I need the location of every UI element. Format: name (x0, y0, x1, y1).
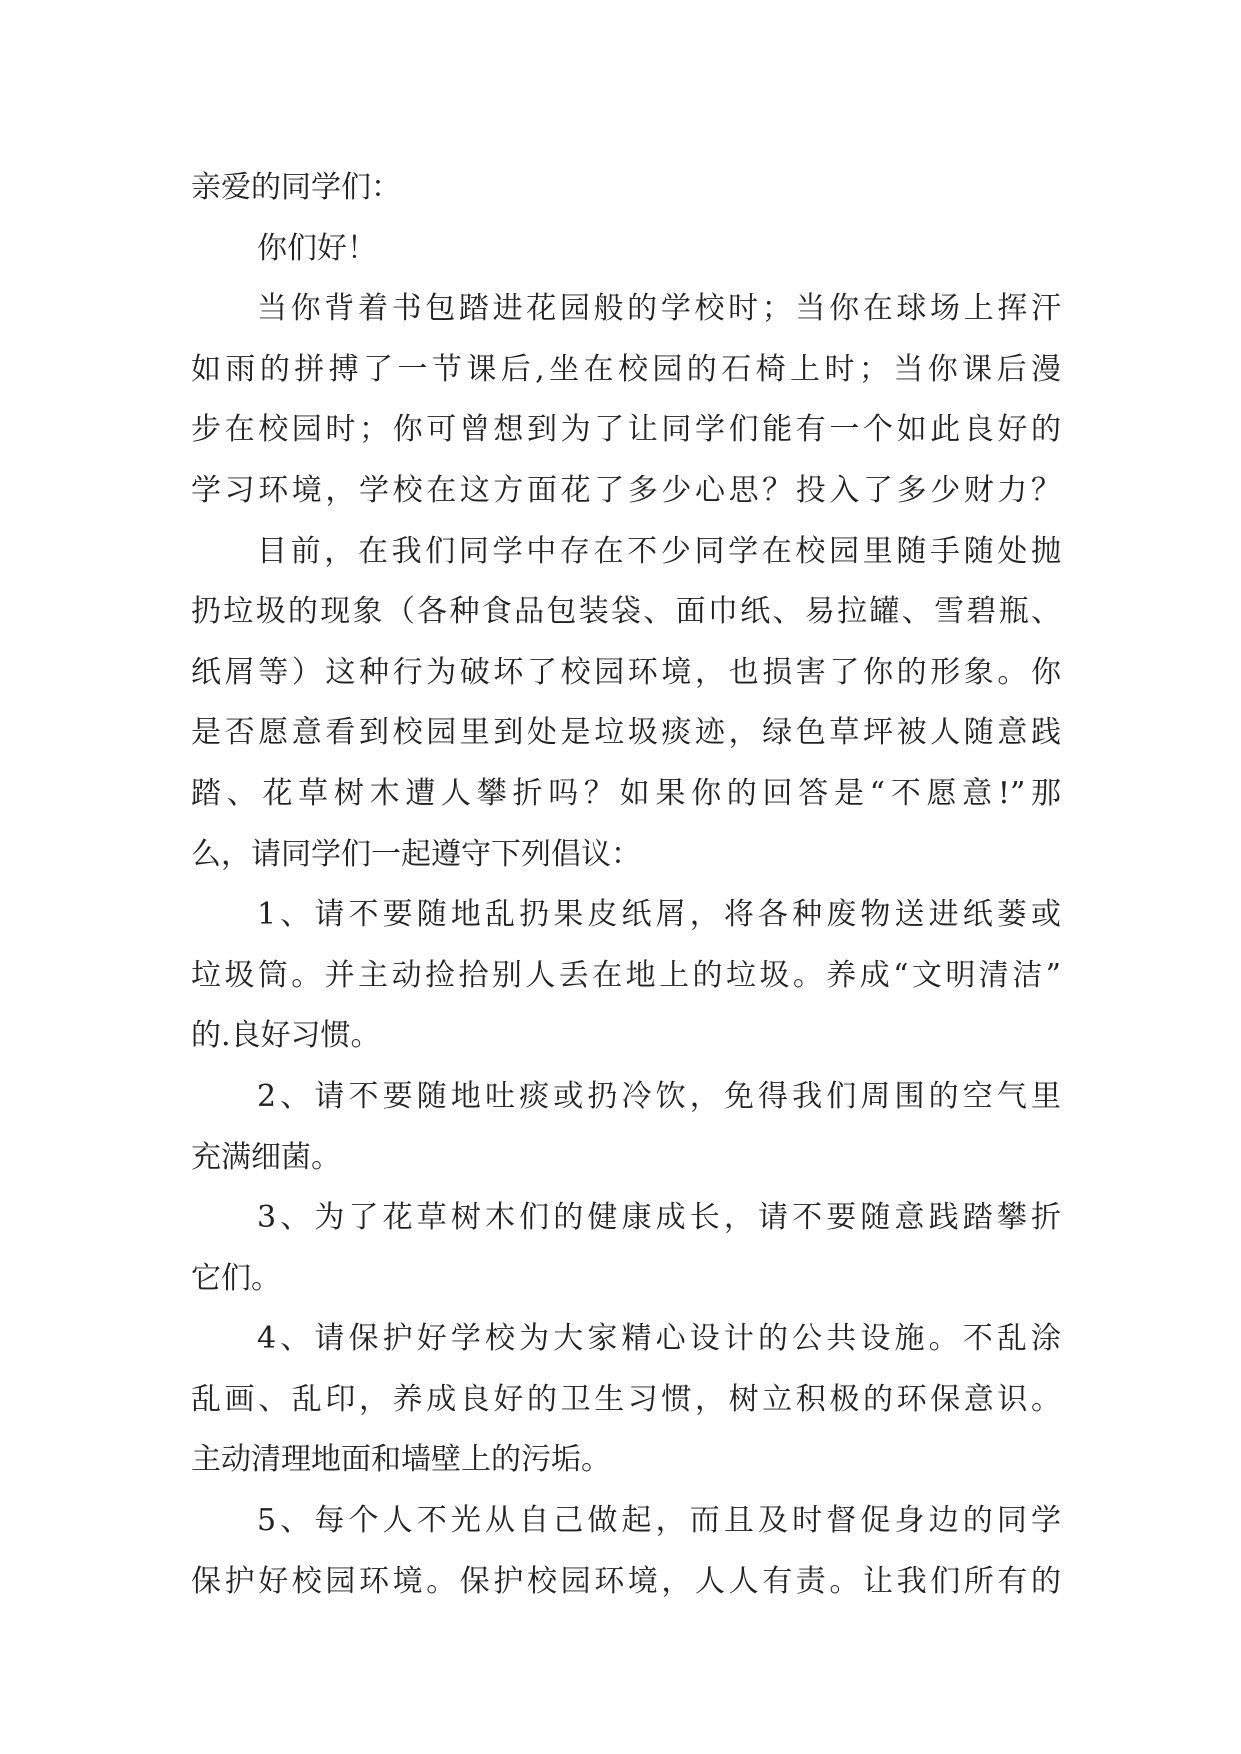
paragraph-line: 目前，在我们同学中存在不少同学在校园里随手随处抛 (257, 533, 1061, 569)
paragraph-line: 学习环境，学校在这方面花了多少心思？投入了多少财力？ (191, 472, 1061, 508)
proposal-item-4-cont: 主动清理地面和墙壁上的污垢。 (191, 1442, 611, 1478)
proposal-item-1: 1、请不要随地乱扔果皮纸屑，将各种废物送进纸蒌或 (257, 897, 1061, 933)
letter-body (191, 158, 1061, 1612)
paragraph-line: 是否愿意看到校园里到处是垃圾痰迹，绿色草坪被人随意践 (191, 715, 1061, 751)
proposal-item-5-cont: 保护好校园环境。保护校园环境，人人有责。让我们所有的 (191, 1563, 1061, 1599)
greeting: 你们好！ (257, 230, 377, 266)
paragraph-line: 当你背着书包踏进花园般的学校时；当你在球场上挥汗 (257, 291, 1061, 327)
proposal-item-2-cont: 充满细菌。 (191, 1139, 341, 1175)
paragraph-line: 纸屑等）这种行为破坏了校园环境，也损害了你的形象。你 (191, 654, 1061, 690)
proposal-item-3: 3、为了花草树木们的健康成长，请不要随意践踏攀折 (257, 1200, 1061, 1236)
proposal-item-4: 4、请保护好学校为大家精心设计的公共设施。不乱涂 (257, 1321, 1061, 1357)
proposal-item-5: 5、每个人不光从自己做起，而且及时督促身边的同学 (257, 1503, 1061, 1539)
paragraph-line: 步在校园时；你可曾想到为了让同学们能有一个如此良好的 (191, 412, 1061, 448)
salutation: 亲爱的同学们： (191, 170, 401, 205)
paragraph-line: 扔垃圾的现象（各种食品包装袋、面巾纸、易拉罐、雪碧瓶、 (191, 594, 1061, 630)
paragraph-line: 么，请同学们一起遵守下列倡议： (191, 836, 641, 872)
proposal-item-4-cont: 乱画、乱印，养成良好的卫生习惯，树立积极的环保意识。 (191, 1381, 1061, 1417)
paragraph-line: 如雨的拼搏了一节课后,坐在校园的石椅上时；当你课后漫 (191, 351, 1061, 387)
proposal-item-1-cont: 的.良好习惯。 (191, 1018, 381, 1054)
proposal-item-3-cont: 它们。 (191, 1260, 281, 1296)
paragraph-line: 踏、花草树木遭人攀折吗？如果你的回答是“不愿意!”那 (191, 775, 1061, 811)
proposal-item-1-cont: 垃圾筒。并主动捡拾别人丢在地上的垃圾。养成“文明清洁” (191, 957, 1061, 993)
proposal-item-2: 2、请不要随地吐痰或扔冷饮，免得我们周围的空气里 (257, 1078, 1061, 1114)
